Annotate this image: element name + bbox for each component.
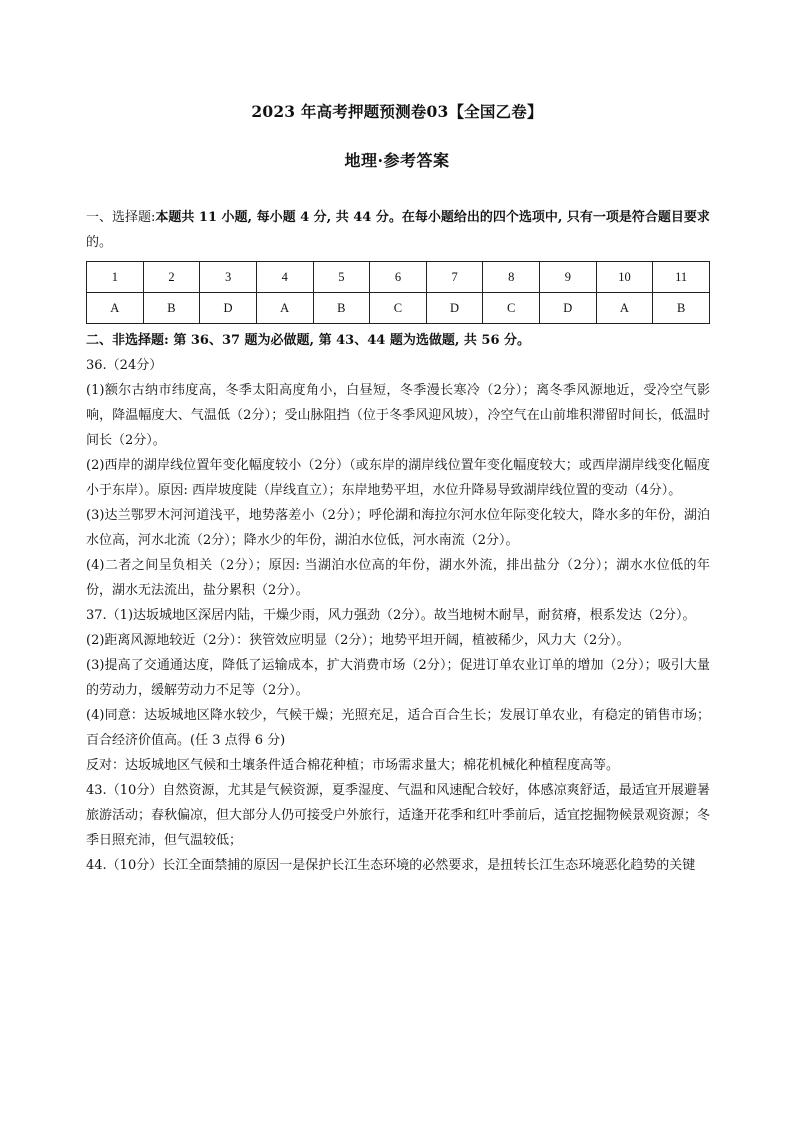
question-number-cell: 9 — [540, 262, 597, 293]
answer-cell: D — [426, 293, 483, 324]
answer-cell: C — [370, 293, 427, 324]
answer-paragraph-37-2: (2)距离风源地较近（2分）：狭管效应明显（2分）；地势平坦开阔，植被稀少，风力大（2分）。 — [86, 633, 630, 648]
mc-intro-prefix: 一、选择题: — [86, 210, 156, 225]
answer-cell: A — [256, 293, 313, 324]
answer-paragraph-37-3: (3)提高了交通通达度，降低了运输成本，扩大消费市场（2分）；促进订单农业订单的增加（2分）；吸引大量的劳动力，缓解劳动力不足等（2分）。 — [86, 658, 710, 698]
answer-paragraph-37-4-disagree: 反对：达坂城地区气候和土壤条件适合棉花种植；市场需求量大；棉花机械化种植程度高等。 — [86, 758, 620, 773]
answer-paragraph-37-1: 37.（1)达坂城地区深居内陆，干燥少雨，风力强劲（2分）。故当地树木耐旱，耐贫瘠，根系发达（2分）。 — [86, 608, 696, 623]
answer-paragraph-36-header: 36.（24分） — [86, 358, 163, 373]
answer-cell: A — [87, 293, 144, 324]
question-number-cell: 4 — [256, 262, 313, 293]
page-title: 2023 年高考押题预测卷03【全国乙卷】 — [251, 102, 543, 121]
answer-cell: B — [143, 293, 200, 324]
answer-paragraph-36-4: (4)二者之间呈负相关（2分）；原因: 当湖泊水位高的年份，湖水外流，排出盐分（2分）；湖水水位低的年份，湖水无法流出，盐分累积（2分）。 — [86, 558, 710, 598]
answer-table — [86, 261, 710, 324]
answer-table-numbers-row — [87, 262, 710, 293]
answer-cell: D — [540, 293, 597, 324]
question-number-cell: 11 — [653, 262, 710, 293]
answer-paragraph-36-3: (3)达兰鄂罗木河河道浅平，地势落差小（2分）；呼伦湖和海拉尔河水位年际变化较大，降水多的年份，湖泊水位高，河水北流（2分）；降水少的年份，湖泊水位低，河水南流（2分）。 — [86, 508, 710, 548]
answer-paragraph-44: 44.（10分）长江全面禁捕的原因一是保护长江生态环境的必然要求，是扭转长江生态环境恶化趋势的关键 — [86, 858, 696, 873]
answer-content — [86, 205, 710, 878]
question-number-cell: 7 — [426, 262, 483, 293]
nonmc-section-intro: 二、非选择题: 第 36、37 题为必做题, 第 43、44 题为选做题, 共 56 分。 — [86, 333, 531, 348]
answer-paragraph-36-2: (2)西岸的湖岸线位置年变化幅度较小（2分）（或东岸的湖岸线位置年变化幅度较大；或西岸湖岸线变化幅度小于东岸）。原因: 西岸坡度陡（岸线直立）；东岸地势平坦，水位升降易导致湖岸线位置的变动（4分）。 — [86, 458, 710, 498]
answer-cell: B — [313, 293, 370, 324]
answer-cell: C — [483, 293, 540, 324]
question-number-cell: 10 — [596, 262, 653, 293]
question-number-cell: 1 — [87, 262, 144, 293]
question-number-cell: 3 — [200, 262, 257, 293]
answer-cell: A — [596, 293, 653, 324]
answer-cell: D — [200, 293, 257, 324]
mc-intro-bold: 本题共 11 小题, 每小题 4 分, 共 44 分。在每小题给出的四个选项中, 只有一项是符合题目要求 — [155, 210, 710, 225]
answer-cell: B — [653, 293, 710, 324]
answer-paragraph-37-4-agree: (4)同意：达坂城地区降水较少，气候干燥；光照充足，适合百合生长；发展订单农业，有稳定的销售市场；百合经济价值高。(任 3 点得 6 分) — [86, 708, 710, 748]
mc-section-intro — [86, 205, 710, 230]
question-number-cell: 6 — [370, 262, 427, 293]
answer-paragraph-36-1: (1)额尔古纳市纬度高，冬季太阳高度角小，白昼短，冬季漫长寒冷（2分）；离冬季风源地近，受冷空气影响，降温幅度大、气温低（2分）；受山脉阻挡（位于冬季风迎风坡），冷空气在山前堆积滞留时间长，低温时间长（2分）。 — [86, 383, 710, 448]
question-number-cell: 5 — [313, 262, 370, 293]
question-number-cell: 2 — [143, 262, 200, 293]
answer-table-answers-row — [87, 293, 710, 324]
answer-paragraph-43: 43.（10分）自然资源，尤其是气候资源，夏季湿度、气温和风速配合较好，体感凉爽舒适，最适宜开展避暑旅游活动；春秋偏凉，但大部分人仍可接受户外旅行，适逢开花季和红叶季前后，适宜挖掘物候景观资源；冬季日照充沛，但气温较低； — [86, 783, 711, 848]
page-subtitle: 地理·参考答案 — [344, 151, 450, 170]
mc-intro-end: 的。 — [86, 235, 113, 250]
question-number-cell: 8 — [483, 262, 540, 293]
